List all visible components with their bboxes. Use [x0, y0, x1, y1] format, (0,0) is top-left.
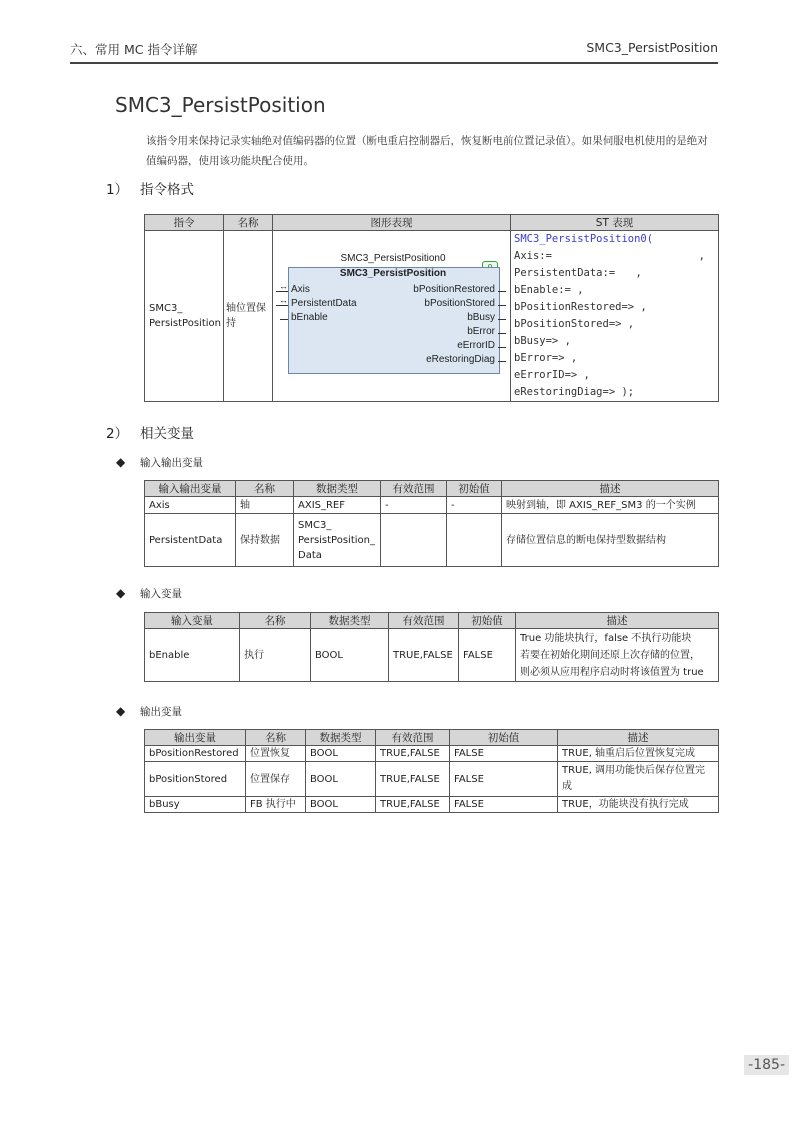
format-header-name: 名称: [224, 215, 273, 231]
input-header-name: 名称: [240, 613, 311, 629]
input-variables-table: [144, 612, 719, 682]
output-header-var: 输出变量: [145, 730, 246, 746]
pin-line-bbusy: [498, 319, 506, 320]
format-header-instruction: 指令: [145, 215, 224, 231]
st-line-erestoringdiag: eRestoringDiag=> );: [514, 386, 635, 398]
fb-input-benable: bEnable: [291, 312, 328, 323]
section-1-number: 1）: [106, 182, 129, 198]
pin-line-axis: [276, 291, 288, 292]
diamond-icon: ◆: [116, 586, 126, 600]
inout-header-var: 输入输出变量: [145, 481, 236, 497]
input-header-range: 有效范围: [389, 613, 459, 629]
st-line-bpositionstored: bPositionStored=> ,: [514, 318, 635, 330]
page-number: -185-: [744, 1055, 789, 1075]
inout-header-desc: 描述: [502, 481, 719, 497]
st-line-benable: bEnable:= ,: [514, 284, 584, 296]
output-header-range: 有效范围: [376, 730, 450, 746]
pin-line-benable: [280, 319, 288, 320]
header-topic: SMC3_PersistPosition: [586, 40, 718, 55]
section-1-heading: [106, 178, 194, 198]
output-variables-table: [144, 729, 719, 813]
output-header-name: 名称: [246, 730, 306, 746]
input-header-init: 初始值: [459, 613, 516, 629]
st-line-persistentdata: PersistentData:= ,: [514, 267, 642, 279]
format-name-cell: 轴位置保 持: [224, 231, 273, 402]
pin-line-eerrorid: [498, 347, 506, 348]
pin-line-erestoringdiag: [498, 361, 506, 362]
section-1-title: 指令格式: [140, 182, 194, 198]
diamond-icon: ◆: [116, 455, 126, 469]
table-row: bBusy FB 执行中 BOOL TRUE,FALSE FALSE TRUE，功能块没有执行完成: [145, 797, 719, 813]
chapter-title: 六、常用 MC 指令详解: [70, 42, 198, 57]
pin-line-persistentdata: [276, 305, 288, 306]
inout-arrow-icon: ↔: [279, 281, 288, 291]
fb-type-name: SMC3_PersistPosition: [339, 268, 447, 279]
output-header-desc: 描述: [558, 730, 719, 746]
output-header-init: 初始值: [450, 730, 558, 746]
input-header-type: 数据类型: [311, 613, 389, 629]
table-row: bPositionRestored 位置恢复 BOOL TRUE,FALSE FALSE TRUE, 轴重启后位置恢复完成: [145, 746, 719, 762]
inout-header-init: 初始值: [447, 481, 502, 497]
format-header-st: ST 表现: [511, 215, 719, 231]
output-header-type: 数据类型: [306, 730, 376, 746]
section-2-title: 相关变量: [140, 426, 194, 442]
section-2-number: 2）: [106, 426, 129, 442]
pin-line-bpositionrestored: [498, 291, 506, 292]
format-instruction-cell: SMC3_ PersistPosition: [145, 231, 224, 402]
table-row: bEnable 执行 BOOL TRUE,FALSE FALSE True 功能块执行，false 不执行功能块 若要在初始化期间还原上次存储的位置， 则必须从应用程序启动时将该值置为 true: [145, 629, 719, 682]
bullet-outputs: ◆ 输出变量: [116, 704, 182, 718]
fb-output-berror: bError: [467, 326, 495, 337]
table-row: Axis 轴 AXIS_REF - - 映射到轴，即 AXIS_REF_SM3 的一个实例: [145, 497, 719, 514]
header-divider: [70, 62, 718, 64]
fb-instance-name: SMC3_PersistPosition0: [340, 253, 446, 264]
fb-output-bpositionstored: bPositionStored: [424, 298, 495, 309]
fb-output-bbusy: bBusy: [467, 312, 495, 323]
st-line-axis: Axis:= ,: [514, 250, 705, 262]
table-row: PersistentData 保持数据 SMC3_ PersistPosition_ Data 存储位置信息的断电保持型数据结构: [145, 514, 719, 567]
fb-output-eerrorid: eErrorID: [457, 340, 495, 351]
st-line-eerrorid: eErrorID=> ,: [514, 369, 590, 381]
inout-header-range: 有效范围: [381, 481, 447, 497]
intro-paragraph: 该指令用来保持记录实轴绝对值编码器的位置（断电重启控制器后，恢复断电前位置记录值）。如果伺服电机使用的是绝对值编码器，使用该功能块配合使用。: [146, 135, 708, 167]
st-line-bpositionrestored: bPositionRestored=> ,: [514, 301, 647, 313]
inout-header-name: 名称: [236, 481, 294, 497]
input-header-var: 输入变量: [145, 613, 240, 629]
inout-header-type: 数据类型: [294, 481, 381, 497]
format-st-cell: [511, 231, 719, 402]
bullet-inout: ◆ 输入输出变量: [116, 455, 203, 469]
pin-line-berror: [498, 333, 506, 334]
fb-input-persistentdata: PersistentData: [291, 298, 357, 309]
format-header-graphic: 图形表现: [273, 215, 511, 231]
st-line-berror: bError=> ,: [514, 352, 578, 364]
pin-line-bpositionstored: [498, 305, 506, 306]
section-2-heading: [106, 422, 194, 442]
st-line-bbusy: bBusy=> ,: [514, 335, 571, 347]
page-title: SMC3_PersistPosition: [115, 93, 326, 117]
fb-output-erestoringdiag: eRestoringDiag: [426, 354, 495, 365]
diamond-icon: ◆: [116, 704, 126, 718]
bullet-inputs: ◆ 输入变量: [116, 586, 182, 600]
table-row: bPositionStored 位置保存 BOOL TRUE,FALSE FALSE TRUE, 调用功能快后保存位置完成: [145, 762, 719, 797]
st-line-call: SMC3_PersistPosition0(: [514, 233, 654, 245]
inout-arrow-icon: ↔: [279, 295, 288, 305]
fb-input-axis: Axis: [291, 284, 310, 295]
input-header-desc: 描述: [516, 613, 719, 629]
fb-output-bpositionrestored: bPositionRestored: [413, 284, 495, 295]
inout-variables-table: [144, 480, 719, 567]
